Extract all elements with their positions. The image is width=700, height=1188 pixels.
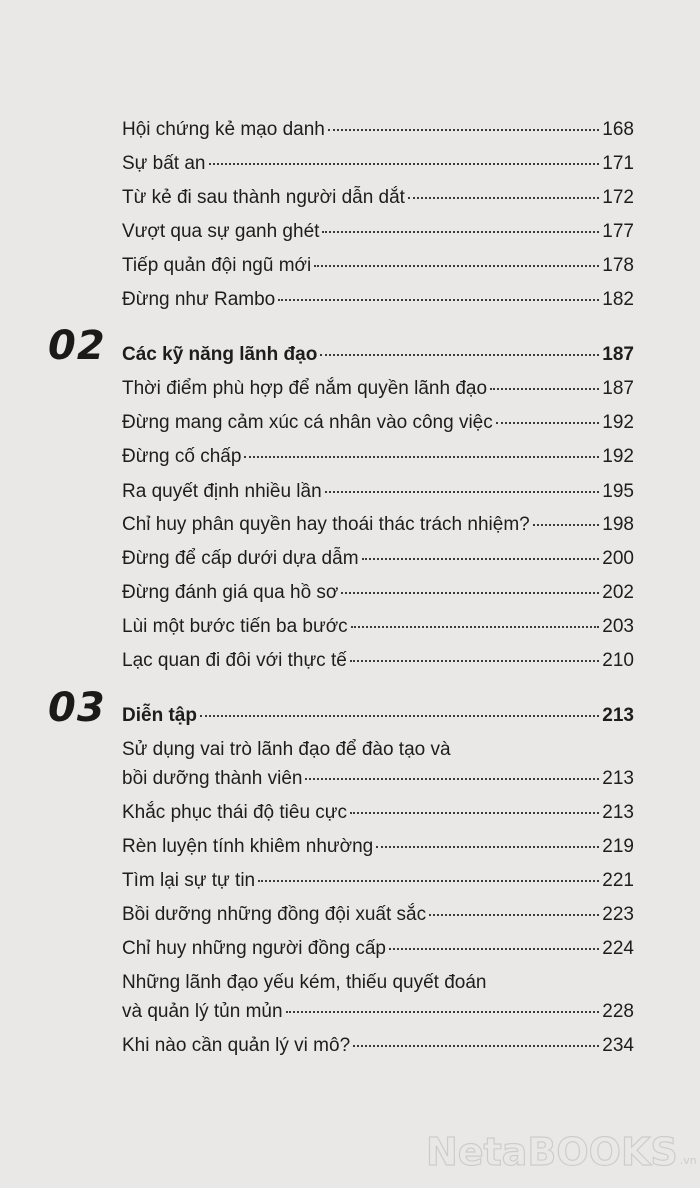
toc-entry-title: Lùi một bước tiến ba bước xyxy=(122,616,348,637)
toc-entry xyxy=(122,186,634,210)
toc-entry-title: Bồi dưỡng những đồng đội xuất sắc xyxy=(122,904,427,925)
leader-dots xyxy=(200,715,599,717)
toc-entry-page: 213 xyxy=(602,802,634,823)
toc-entry xyxy=(122,445,634,469)
toc-entry-title-line1: Sử dụng vai trò lãnh đạo để đào tạo và xyxy=(122,739,451,760)
toc-entry xyxy=(122,767,634,791)
toc-entry-title-line1: Những lãnh đạo yếu kém, thiếu quyết đoán xyxy=(122,972,487,993)
toc-entry-page: 203 xyxy=(602,616,634,637)
leader-dots xyxy=(350,660,599,662)
toc-entry-page: 224 xyxy=(602,938,634,959)
leader-dots xyxy=(350,812,599,814)
toc-entry xyxy=(122,547,634,571)
leader-dots xyxy=(328,129,599,131)
toc-entry-title: Từ kẻ đi sau thành người dẫn dắt xyxy=(122,187,405,208)
toc-entry-title: Đừng đánh giá qua hồ sơ xyxy=(122,582,339,603)
chapter-heading xyxy=(122,343,634,367)
toc-entry-title: Đừng mang cảm xúc cá nhân vào công việc xyxy=(122,412,493,433)
toc-entry-page: 202 xyxy=(602,582,634,603)
toc-entry-title: Đừng cố chấp xyxy=(122,446,242,467)
toc-entry-title: Hội chứng kẻ mạo danh xyxy=(122,119,325,140)
toc-entry-title: Tìm lại sự tự tin xyxy=(122,870,256,891)
toc-entry-page: 192 xyxy=(602,446,634,467)
watermark-text: NetaBOOKS xyxy=(426,1130,678,1174)
toc-entry-title: Lạc quan đi đôi với thực tế xyxy=(122,650,347,671)
toc-entry-page: 177 xyxy=(602,221,634,242)
leader-dots xyxy=(325,491,600,493)
leader-dots xyxy=(490,388,599,390)
chapter-title: Các kỹ năng lãnh đạo xyxy=(122,344,318,365)
leader-dots xyxy=(286,1011,600,1013)
toc-entry xyxy=(122,1000,634,1024)
leader-dots xyxy=(351,626,600,628)
leader-dots xyxy=(362,558,600,560)
toc-entry xyxy=(122,254,634,278)
toc-entry-title: bồi dưỡng thành viên xyxy=(122,768,303,789)
toc-entry xyxy=(122,801,634,825)
leader-dots xyxy=(353,1045,599,1047)
toc-entry-title: Thời điểm phù hợp để nắm quyền lãnh đạo xyxy=(122,378,488,399)
leader-dots xyxy=(278,299,599,301)
toc-entry xyxy=(122,869,634,893)
chapter-heading xyxy=(122,704,634,728)
toc-entry xyxy=(122,220,634,244)
toc-entry-title: Ra quyết định nhiều lần xyxy=(122,481,322,502)
toc-entry xyxy=(122,118,634,142)
toc-entry xyxy=(122,835,634,859)
leader-dots xyxy=(244,456,599,458)
toc-entry xyxy=(122,411,634,435)
toc-entry xyxy=(122,377,634,401)
toc-entry-page: 195 xyxy=(602,481,634,502)
toc-entry xyxy=(122,615,634,639)
leader-dots xyxy=(314,265,599,267)
toc-entry xyxy=(122,903,634,927)
toc-entry-page: 178 xyxy=(602,255,634,276)
toc-entry-title: Đừng như Rambo xyxy=(122,289,276,310)
toc-entry xyxy=(122,152,634,176)
leader-dots xyxy=(376,846,599,848)
toc-entry-page: 219 xyxy=(602,836,634,857)
toc-entry xyxy=(122,1034,634,1058)
toc-entry-title: Đừng để cấp dưới dựa dẫm xyxy=(122,548,359,569)
leader-dots xyxy=(305,778,599,780)
leader-dots xyxy=(408,197,599,199)
leader-dots xyxy=(496,422,600,424)
toc-entry-title: Chỉ huy những người đồng cấp xyxy=(122,938,386,959)
toc-entry-page: 234 xyxy=(602,1035,634,1056)
toc-entry-title: Sự bất an xyxy=(122,153,206,174)
leader-dots xyxy=(209,163,600,165)
watermark-suffix: .vn xyxy=(679,1153,697,1167)
chapter-number: 03 xyxy=(48,685,106,731)
chapter-title: Diễn tập xyxy=(122,705,197,726)
toc-entry xyxy=(122,288,634,312)
toc-entry-page: 228 xyxy=(602,1001,634,1022)
toc-entry-title: và quản lý tủn mủn xyxy=(122,1001,283,1022)
toc-entry xyxy=(122,649,634,673)
toc-entry-page: 213 xyxy=(602,768,634,789)
toc-entry-page: 210 xyxy=(602,650,634,671)
toc-entry-page: 223 xyxy=(602,904,634,925)
toc-entry-page: 172 xyxy=(602,187,634,208)
leader-dots xyxy=(320,354,599,356)
leader-dots xyxy=(341,592,599,594)
chapter-page: 213 xyxy=(602,705,634,726)
toc-entry-title: Tiếp quản đội ngũ mới xyxy=(122,255,312,276)
toc-entry xyxy=(122,513,634,537)
toc-entry-title: Vượt qua sự ganh ghét xyxy=(122,221,320,242)
toc-entry-title: Chỉ huy phân quyền hay thoái thác trách nhiệm? xyxy=(122,514,530,535)
toc-entry-page: 221 xyxy=(602,870,634,891)
leader-dots xyxy=(533,524,600,526)
leader-dots xyxy=(258,880,599,882)
watermark xyxy=(420,1122,697,1182)
toc-entry-page: 168 xyxy=(602,119,634,140)
toc-entry-page: 200 xyxy=(602,548,634,569)
toc-entry-title: Khắc phục thái độ tiêu cực xyxy=(122,802,348,823)
toc-entry-page: 171 xyxy=(602,153,634,174)
toc-entry-page: 192 xyxy=(602,412,634,433)
chapter-number: 02 xyxy=(48,323,106,369)
toc-entry xyxy=(122,581,634,605)
toc-entry-page: 182 xyxy=(602,289,634,310)
toc-entry-page: 198 xyxy=(602,514,634,535)
toc-entry-title: Khi nào cần quản lý vi mô? xyxy=(122,1035,351,1056)
toc-entry-title: Rèn luyện tính khiêm nhường xyxy=(122,836,374,857)
leader-dots xyxy=(389,948,599,950)
toc-entry xyxy=(122,480,634,504)
toc-entry xyxy=(122,937,634,961)
chapter-page: 187 xyxy=(602,344,634,365)
leader-dots xyxy=(322,231,599,233)
toc-entry-page: 187 xyxy=(602,378,634,399)
leader-dots xyxy=(429,914,599,916)
